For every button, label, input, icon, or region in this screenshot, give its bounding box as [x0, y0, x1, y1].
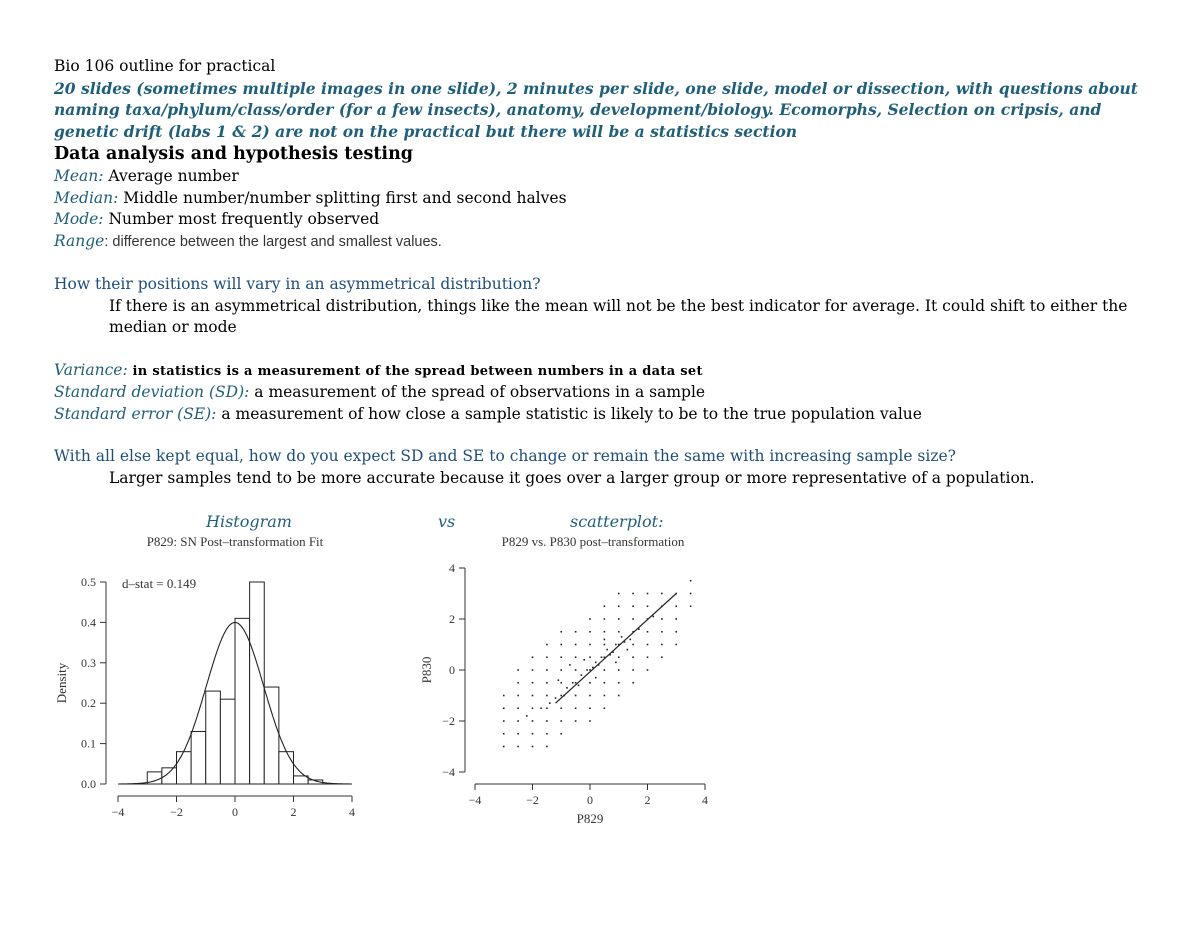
scatter-point [569, 664, 571, 666]
scatter-point [575, 707, 577, 709]
histogram-bar [264, 687, 279, 784]
scatter-point [560, 644, 562, 646]
scatter-point [604, 605, 606, 607]
scatter-point [532, 682, 534, 684]
definition-term: Standard deviation (SD): [54, 383, 250, 401]
scatter-point [503, 707, 505, 709]
histogram-bar [279, 752, 294, 784]
definition-term: Median: [54, 188, 119, 207]
scatter-point [604, 707, 606, 709]
scatter-point [595, 677, 597, 679]
chart-annotation: d–stat = 0.149 [122, 576, 197, 591]
scatter-point [560, 720, 562, 722]
scatter-point [632, 682, 634, 684]
scatter-point [618, 656, 620, 658]
x-tick-label: −2 [526, 793, 539, 807]
scatter-point [632, 605, 634, 607]
definition-median [54, 188, 1154, 210]
scatter-point [661, 656, 663, 658]
scatter-point [546, 644, 548, 646]
definition-mean [54, 166, 1154, 188]
scatter-point [647, 644, 649, 646]
scatter-point [632, 669, 634, 671]
scatter-point [615, 644, 617, 646]
definition-text: : difference between the largest and smallest values. [104, 233, 442, 250]
y-tick-label: 0.5 [81, 575, 96, 589]
scatter-point [604, 631, 606, 633]
scatter-point [675, 631, 677, 633]
histogram-chart [50, 530, 370, 830]
scatter-point [560, 656, 562, 658]
figure-area [50, 512, 708, 832]
scatter-point [604, 618, 606, 620]
scatter-point [503, 720, 505, 722]
scatter-point [532, 669, 534, 671]
x-tick-label: 4 [702, 793, 708, 807]
scatter-point [555, 697, 557, 699]
scatter-point [532, 746, 534, 748]
y-tick-label: 0.0 [81, 777, 96, 791]
scatter-point [690, 580, 692, 582]
scatter-point [604, 682, 606, 684]
scatter-point [661, 631, 663, 633]
scatter-point [586, 669, 588, 671]
scatter-point [618, 669, 620, 671]
definition-text: a measurement of how close a sample statistic is likely to be to the true population value [216, 404, 922, 423]
scatter-point [575, 695, 577, 697]
x-tick-label: 2 [290, 805, 297, 819]
x-axis-label: P829 [576, 811, 604, 826]
scatter-point [575, 656, 577, 658]
scatter-point [601, 656, 603, 658]
y-axis-label: P830 [419, 656, 434, 684]
scatter-point [517, 695, 519, 697]
y-tick-label: 4 [449, 561, 455, 575]
histogram-bar [250, 582, 265, 784]
scatter-point [661, 644, 663, 646]
scatterplot-chart [365, 530, 708, 830]
scatter-point [546, 669, 548, 671]
trend-line [556, 594, 677, 704]
scatter-point [589, 695, 591, 697]
definition-term: Range [54, 231, 105, 250]
scatter-point [517, 733, 519, 735]
y-tick-label: −4 [442, 765, 455, 779]
definition-term: Variance: [54, 360, 128, 379]
scatter-point [532, 707, 534, 709]
scatter-point [549, 702, 551, 704]
scatter-point [589, 720, 591, 722]
x-tick-label: −2 [170, 805, 183, 819]
x-tick-label: −4 [468, 793, 482, 807]
scatter-point [578, 685, 580, 687]
scatter-point [632, 656, 634, 658]
scatter-point [546, 695, 548, 697]
chart-title: P829: SN Post–transformation Fit [146, 534, 324, 549]
scatter-point [589, 682, 591, 684]
histogram-bar [177, 752, 192, 784]
scatter-point [581, 674, 583, 676]
scatter-point [589, 656, 591, 658]
scatter-point [652, 616, 654, 618]
scatter-point [572, 682, 574, 684]
definition-text: Number most frequently observed [103, 210, 380, 228]
scatter-point [517, 720, 519, 722]
scatter-point [618, 695, 620, 697]
definition-variance [54, 360, 1154, 383]
scatter-point [566, 687, 568, 689]
scatter-point [583, 659, 585, 661]
scatter-point [675, 605, 677, 607]
definition-text: in statistics is a measurement of the spread between numbers in a data set [127, 363, 703, 379]
scatter-point [647, 605, 649, 607]
scatter-point [661, 593, 663, 595]
y-axis-label: Density [54, 662, 69, 704]
caption-scatterplot: scatterplot: [570, 512, 664, 531]
answer-asymmetry: If there is an asymmetrical distribution, things like the mean will not be the best indicator for average. It could shift to either the median or mode [109, 296, 1128, 336]
definition-term: Mode: [54, 210, 104, 228]
scatter-point [575, 682, 577, 684]
intro-paragraph: 20 slides (sometimes multiple images in one slide), 2 minutes per slide, one slide, model or dissection, with questions about naming taxa/phylum/class/order (for a few insects), anatomy, development/biology. Ecomorphs, Selection on cripsis, and genetic drift (labs 1 & 2) are not on the practical but there will be a statistics section [54, 78, 1138, 141]
y-tick-label: 0.2 [81, 696, 96, 711]
scatter-point [615, 662, 617, 664]
scatter-point [675, 618, 677, 620]
scatter-point [647, 593, 649, 595]
scatter-point [546, 682, 548, 684]
scatter-point [575, 669, 577, 671]
definition-sd [54, 382, 1154, 404]
scatter-point [517, 746, 519, 748]
y-tick-label: 0 [449, 663, 455, 677]
scatter-point [632, 593, 634, 595]
scatter-point [618, 605, 620, 607]
scatter-point [618, 593, 620, 595]
x-tick-label: 4 [349, 805, 355, 819]
scatter-point [532, 656, 534, 658]
histogram-bar [220, 699, 235, 784]
y-tick-label: 2 [449, 612, 455, 626]
scatter-point [621, 636, 623, 638]
scatter-point [546, 720, 548, 722]
scatter-point [560, 707, 562, 709]
scatter-point [606, 649, 608, 651]
definition-text: Average number [103, 167, 239, 185]
scatter-point [627, 649, 629, 651]
scatter-point [589, 707, 591, 709]
x-tick-label: 2 [644, 793, 651, 807]
chart-title: P829 vs. P830 post–transformation [501, 534, 685, 549]
scatter-point [503, 746, 505, 748]
section-heading: Data analysis and hypothesis testing [54, 144, 414, 164]
x-tick-label: 0 [232, 805, 238, 819]
scatter-point [647, 656, 649, 658]
histogram-bar [206, 691, 221, 784]
definition-mode [54, 209, 1154, 231]
scatter-point [604, 644, 606, 646]
scatter-point [629, 639, 631, 641]
caption-vs: vs [438, 512, 456, 531]
scatter-point [560, 733, 562, 735]
definition-term: Standard error (SE): [54, 404, 217, 423]
scatter-point [690, 593, 692, 595]
definition-text: a measurement of the spread of observations in a sample [249, 383, 706, 401]
scatter-point [546, 746, 548, 748]
scatter-point [560, 669, 562, 671]
scatter-point [575, 644, 577, 646]
x-tick-label: −4 [111, 805, 125, 819]
scatter-point [632, 618, 634, 620]
scatter-point [647, 631, 649, 633]
scatter-point [503, 733, 505, 735]
scatter-point [560, 682, 562, 684]
scatter-point [618, 682, 620, 684]
question-sample-size: With all else kept equal, how do you expect SD and SE to change or remain the same with increasing sample size? [54, 447, 956, 465]
x-tick-label: 0 [587, 793, 593, 807]
scatter-point [675, 644, 677, 646]
scatter-point [517, 707, 519, 709]
scatter-point [632, 644, 634, 646]
scatter-point [589, 618, 591, 620]
scatter-point [546, 733, 548, 735]
scatter-point [532, 733, 534, 735]
scatter-point [532, 695, 534, 697]
scatter-point [595, 662, 597, 664]
scatter-point [546, 707, 548, 709]
scatter-point [517, 669, 519, 671]
scatter-point [575, 631, 577, 633]
scatter-point [604, 639, 606, 641]
scatter-point [560, 631, 562, 633]
caption-histogram: Histogram [206, 512, 292, 531]
scatter-point [575, 720, 577, 722]
scatter-point [604, 669, 606, 671]
histogram-bar [191, 731, 206, 784]
scatter-point [558, 679, 560, 681]
scatter-point [661, 618, 663, 620]
scatter-point [589, 644, 591, 646]
y-tick-label: 0.3 [81, 655, 96, 670]
scatter-point [560, 695, 562, 697]
scatter-point [540, 707, 542, 709]
scatter-point [647, 669, 649, 671]
scatter-point [517, 682, 519, 684]
y-tick-label: 0.1 [81, 736, 96, 751]
scatter-point [532, 720, 534, 722]
scatter-point [526, 715, 528, 717]
definition-range [54, 231, 1154, 254]
scatter-point [618, 618, 620, 620]
definition-se [54, 404, 1154, 426]
scatter-point [503, 695, 505, 697]
histogram-bar [294, 776, 309, 784]
scatter-point [690, 605, 692, 607]
doc-title: Bio 106 outline for practical [54, 57, 276, 75]
scatter-point [618, 631, 620, 633]
definition-term: Mean: [54, 167, 104, 185]
histogram-bar [235, 618, 250, 784]
scatter-point [604, 695, 606, 697]
scatter-point [589, 631, 591, 633]
scatter-point [546, 656, 548, 658]
y-tick-label: 0.4 [81, 615, 96, 630]
answer-sample-size: Larger samples tend to be more accurate because it goes over a larger group or more representative of a population. [109, 468, 1035, 487]
definition-text: Middle number/number splitting first and second halves [118, 188, 567, 207]
y-tick-label: −2 [442, 714, 455, 728]
question-asymmetry: How their positions will vary in an asymmetrical distribution? [54, 275, 541, 293]
document-page [54, 56, 1154, 489]
